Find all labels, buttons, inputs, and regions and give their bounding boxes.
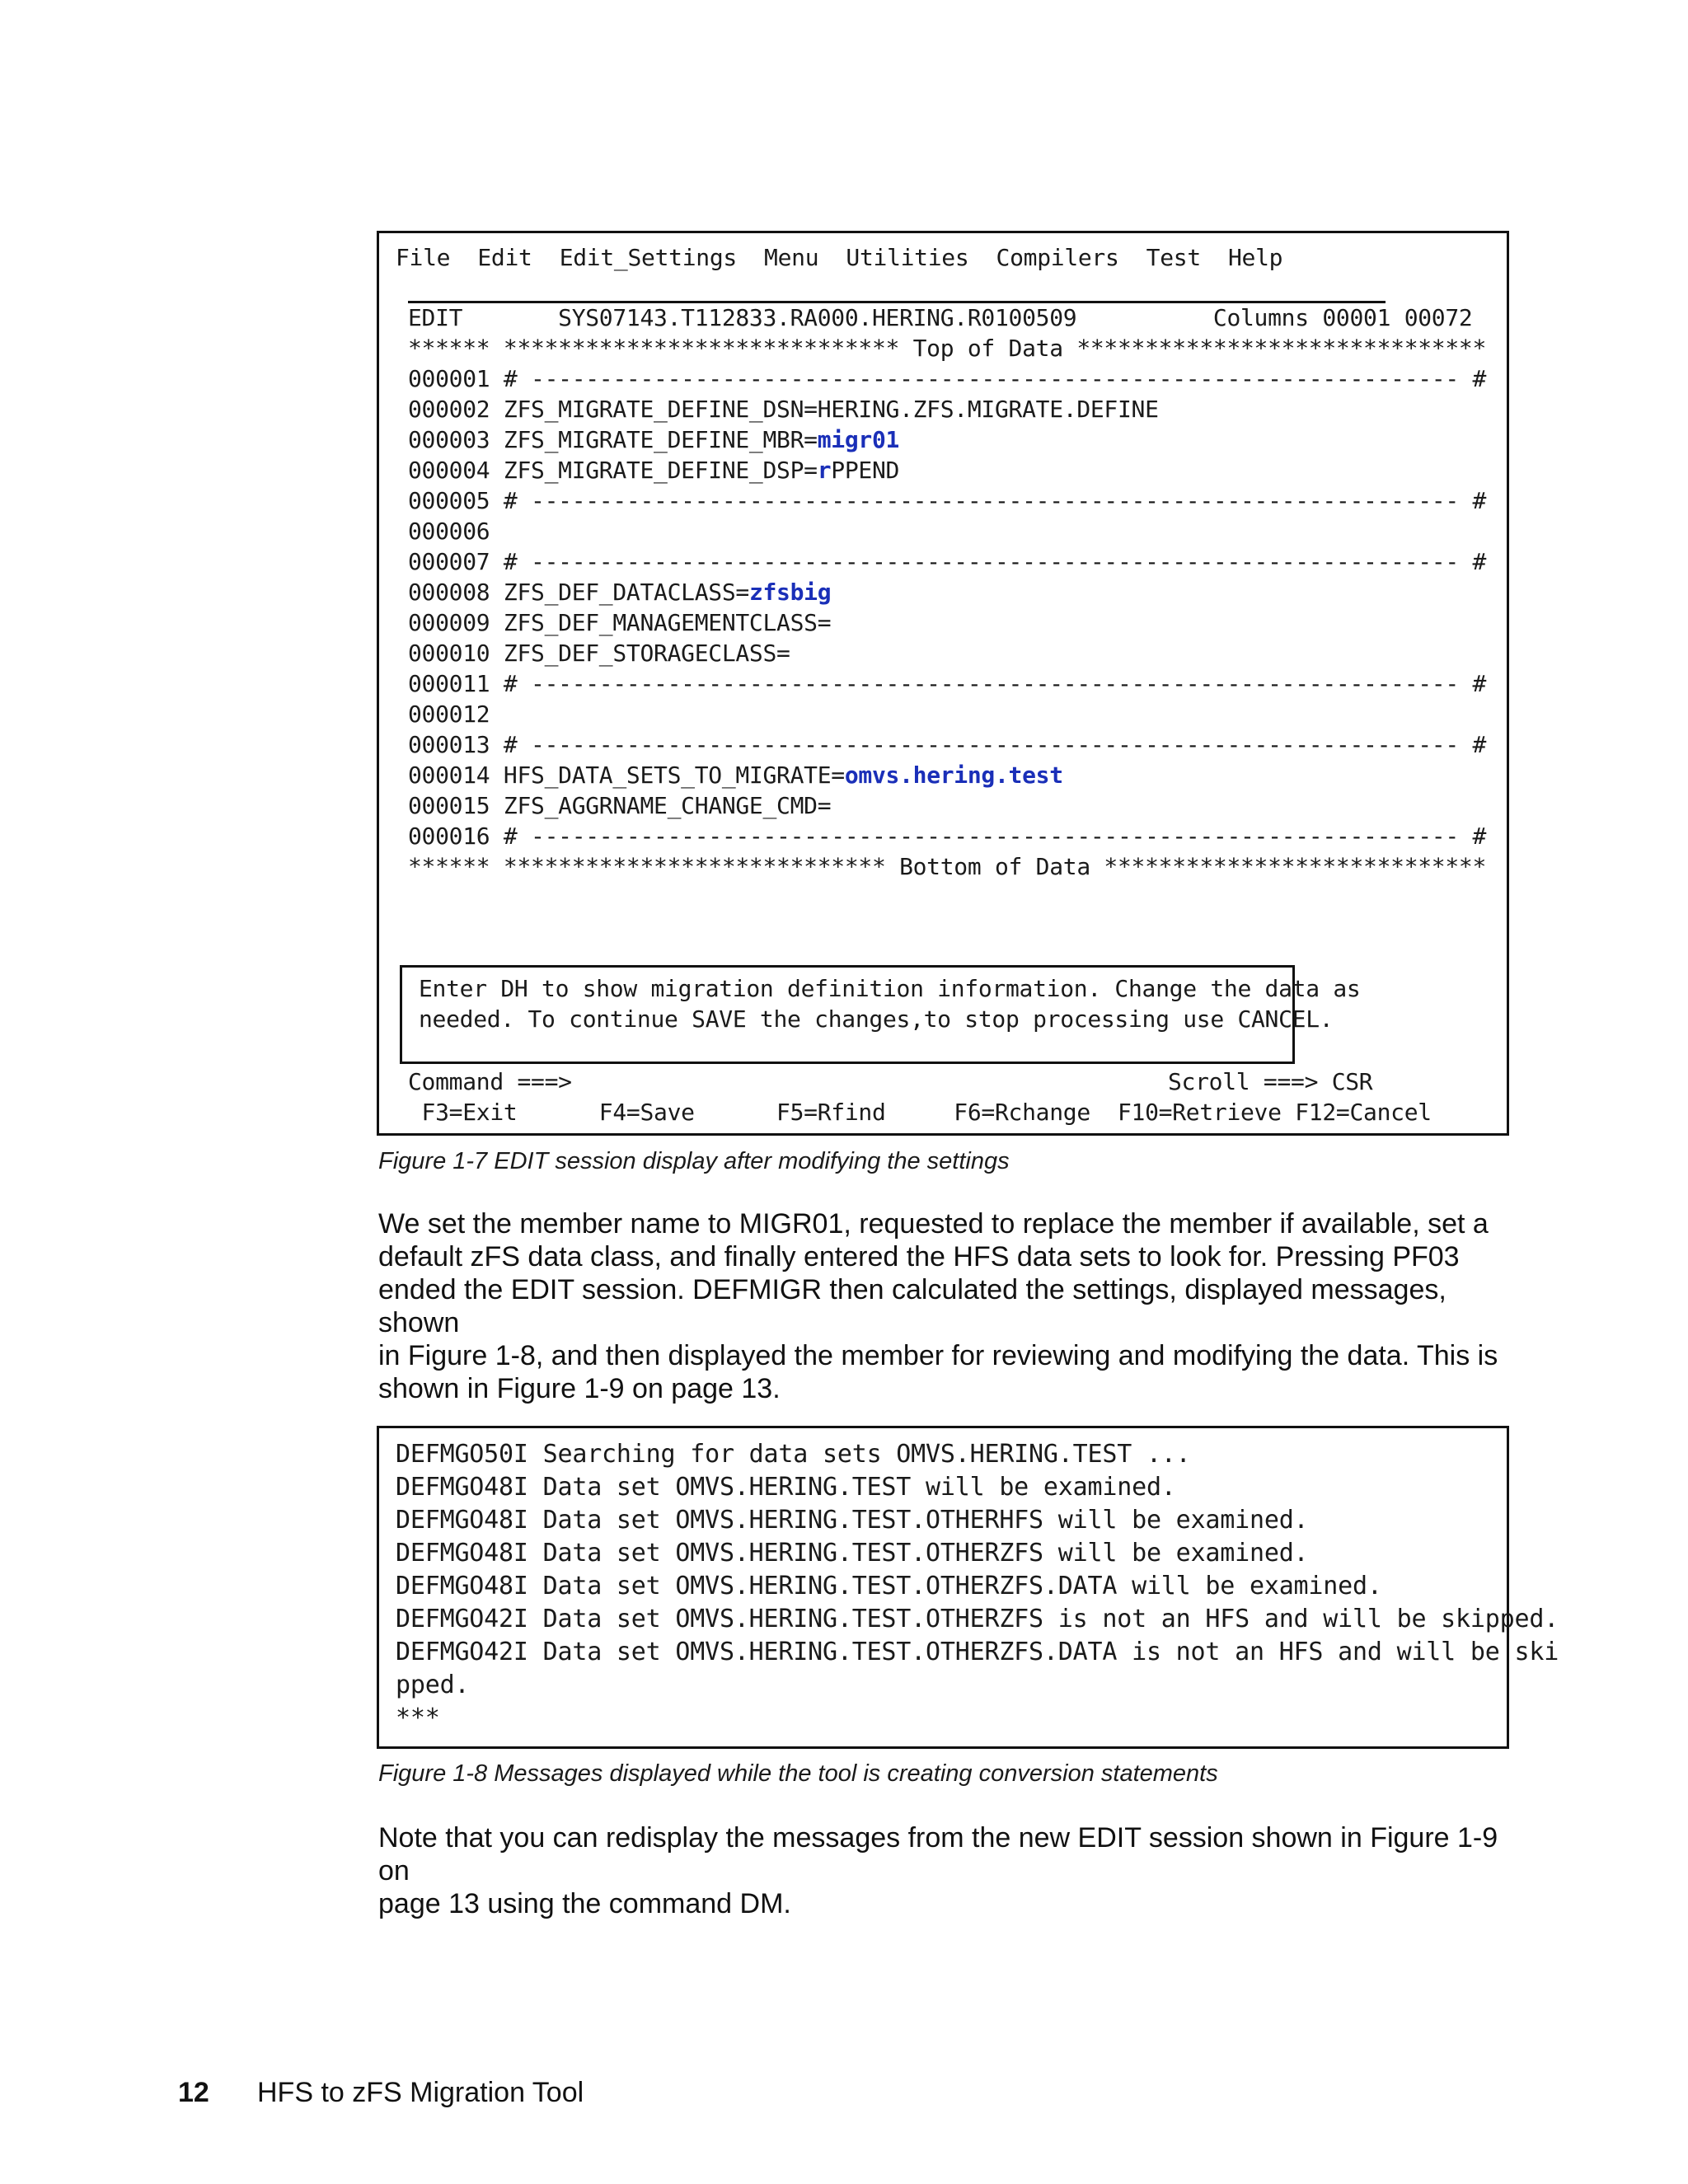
- message-line: DEFMGO48I Data set OMVS.HERING.TEST.OTHERHFS will be examined.: [396, 1506, 1309, 1535]
- info-message-line-2: needed. To continue SAVE the changes,to stop processing use CANCEL.: [419, 1005, 1334, 1033]
- edit-line-3[interactable]: [408, 425, 899, 455]
- paragraph-line: ended the EDIT session. DEFMIGR then calculated the settings, displayed messages, shown: [378, 1274, 1447, 1338]
- info-message-line-1: Enter DH to show migration definition information. Change the data as: [419, 975, 1361, 1002]
- edit-line-4-rest: PPEND: [831, 457, 900, 484]
- pf-key-bar[interactable]: F3=Exit F4=Save F5=Rfind F6=Rchange F10=Retrieve F12=Cancel: [408, 1099, 1432, 1126]
- edit-line-4[interactable]: [408, 456, 899, 485]
- figure-1-7-caption: Figure 1-7 EDIT session display after modifying the settings: [378, 1148, 1010, 1174]
- message-line: DEFMGO50I Searching for data sets OMVS.HERING.TEST ...: [396, 1440, 1191, 1469]
- edit-session-screen: [377, 231, 1509, 1136]
- edit-line-7[interactable]: 000007 # -------------------------------------------------------------------- #: [408, 548, 1487, 575]
- edit-header: EDIT SYS07143.T112833.RA000.HERING.R0100509 Columns 00001 00072: [408, 304, 1473, 331]
- page-number: 12: [178, 2077, 209, 2108]
- edit-line-1[interactable]: 000001 # -------------------------------------------------------------------- #: [408, 365, 1487, 392]
- paragraph-line: default zFS data class, and finally entered the HFS data sets to look for. Pressing PF03: [378, 1241, 1460, 1272]
- edit-line-15[interactable]: 000015 ZFS_AGGRNAME_CHANGE_CMD=: [408, 792, 832, 819]
- edit-line-6[interactable]: 000006: [408, 518, 490, 545]
- member-name-value[interactable]: migr01: [817, 426, 900, 453]
- info-message-box: [400, 965, 1361, 1064]
- edit-line-10[interactable]: 000010 ZFS_DEF_STORAGECLASS=: [408, 640, 790, 667]
- edit-line-5[interactable]: 000005 # -------------------------------------------------------------------- #: [408, 487, 1487, 514]
- edit-line-11[interactable]: 000011 # -------------------------------------------------------------------- #: [408, 670, 1487, 697]
- top-of-data: ****** ***************************** Top of Data ******************************: [408, 335, 1487, 362]
- edit-line-14[interactable]: [408, 761, 1063, 790]
- message-line: DEFMGO42I Data set OMVS.HERING.TEST.OTHERZFS is not an HFS and will be skipped.: [396, 1605, 1559, 1633]
- running-footer-title: HFS to zFS Migration Tool: [257, 2077, 584, 2108]
- message-line: pped.: [396, 1671, 470, 1699]
- edit-line-14-key: 000014 HFS_DATA_SETS_TO_MIGRATE=: [408, 762, 845, 789]
- edit-line-13[interactable]: 000013 # -------------------------------------------------------------------- #: [408, 731, 1487, 758]
- messages-screen: [377, 1426, 1559, 1749]
- paragraph-line: in Figure 1-8, and then displayed the member for reviewing and modifying the data. This is: [378, 1340, 1498, 1371]
- paragraph-line: shown in Figure 1-9 on page 13.: [378, 1373, 781, 1404]
- menu-bar[interactable]: File Edit Edit_Settings Menu Utilities Compilers Test Help: [396, 244, 1283, 271]
- edit-line-8[interactable]: [408, 578, 831, 607]
- disposition-value[interactable]: r: [817, 457, 832, 484]
- message-line: DEFMGO42I Data set OMVS.HERING.TEST.OTHERZFS.DATA is not an HFS and will be ski: [396, 1638, 1559, 1666]
- body-paragraph-2: [378, 1821, 1516, 1920]
- edit-line-8-key: 000008 ZFS_DEF_DATACLASS=: [408, 579, 749, 606]
- edit-line-2[interactable]: 000002 ZFS_MIGRATE_DEFINE_DSN=HERING.ZFS.MIGRATE.DEFINE: [408, 396, 1159, 423]
- paragraph-line: We set the member name to MIGR01, requested to replace the member if available, set a: [378, 1208, 1489, 1240]
- figure-1-8-caption: Figure 1-8 Messages displayed while the tool is creating conversion statements: [378, 1760, 1218, 1787]
- paragraph-line: Note that you can redisplay the messages from the new EDIT session shown in Figure 1-9 on: [378, 1822, 1498, 1886]
- bottom-of-data: ****** **************************** Bottom of Data ****************************: [408, 853, 1487, 880]
- dataclass-value[interactable]: zfsbig: [748, 579, 832, 606]
- body-paragraph-1: [378, 1207, 1516, 1405]
- paragraph-line: page 13 using the command DM.: [378, 1888, 791, 1919]
- message-end-marker: ***: [396, 1704, 440, 1732]
- command-label: Command ===>: [408, 1068, 572, 1095]
- edit-line-16[interactable]: 000016 # -------------------------------------------------------------------- #: [408, 823, 1487, 850]
- edit-line-4-key: 000004 ZFS_MIGRATE_DEFINE_DSP=: [408, 457, 818, 484]
- hfs-datasets-value[interactable]: omvs.hering.test: [844, 762, 1063, 789]
- edit-line-9[interactable]: 000009 ZFS_DEF_MANAGEMENTCLASS=: [408, 609, 832, 636]
- message-line: DEFMGO48I Data set OMVS.HERING.TEST.OTHERZFS.DATA will be examined.: [396, 1572, 1382, 1601]
- edit-line-12[interactable]: 000012: [408, 701, 490, 728]
- edit-line-3-key: 000003 ZFS_MIGRATE_DEFINE_MBR=: [408, 426, 818, 453]
- scroll-field[interactable]: Scroll ===> CSR: [1168, 1068, 1373, 1095]
- message-line: DEFMGO48I Data set OMVS.HERING.TEST will be examined.: [396, 1473, 1176, 1502]
- message-line: DEFMGO48I Data set OMVS.HERING.TEST.OTHERZFS will be examined.: [396, 1539, 1309, 1568]
